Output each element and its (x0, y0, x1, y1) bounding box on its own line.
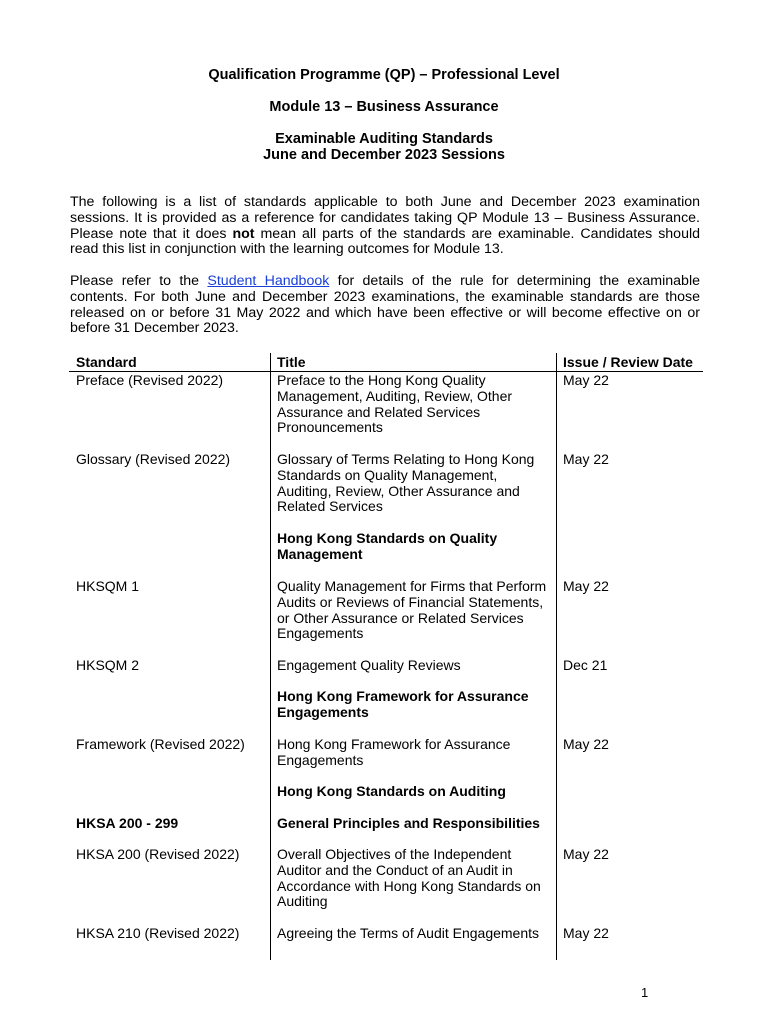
row-title: Hong Kong Framework for Assurance Engagements (277, 736, 511, 768)
row-standard: HKSA 210 (Revised 2022) (76, 925, 240, 941)
rule-text-a: Please refer to the (70, 273, 208, 289)
header-standard: Standard (76, 354, 137, 370)
intro-text-bold: not (232, 225, 255, 242)
row-date: May 22 (563, 925, 609, 941)
section-heading: Hong Kong Framework for Assurance Engagements (277, 688, 529, 720)
title-sessions: June and December 2023 Sessions (263, 147, 505, 163)
row-title: Overall Objectives of the Independent Auditor and the Conduct of an Audit in Accordance with Hong Kong Standards on Auditing (277, 846, 541, 910)
rule-text-b: for details of the rule for determining the examinable contents. For both June and December 2023 examinations, the examinable standards are those released on or before 31 May 2022 and which have been effective or will become effective on or before 31 December 2023. (70, 273, 700, 337)
row-date: May 22 (563, 736, 609, 752)
row-title: Glossary of Terms Relating to Hong Kong Standards on Quality Management, Auditing, Review, Other Assurance and Related Services (277, 451, 535, 515)
header-title: Title (277, 354, 306, 370)
group-heading-title: General Principles and Responsibilities (277, 815, 540, 831)
header-date: Issue / Review Date (563, 354, 693, 370)
document-title-sessions (0, 131, 768, 163)
intro-text-a: The following is a list of standards applicable to both June and December 2023 examination sessions. It is provided as a reference for candidates taking QP Module 13 – Business Assurance. Please note that it does (70, 194, 700, 242)
document-title-qp: Qualification Programme (QP) – Professional Level (208, 67, 560, 83)
row-title: Agreeing the Terms of Audit Engagements (277, 925, 540, 941)
row-standard: Glossary (Revised 2022) (76, 451, 231, 467)
row-standard: Framework (Revised 2022) (76, 736, 245, 752)
row-date: May 22 (563, 846, 609, 862)
row-title: Quality Management for Firms that Perform Audits or Reviews of Financial Statements, or Other Assurance or Related Services Engagements (277, 578, 547, 642)
column-divider (556, 353, 557, 960)
row-standard: Preface (Revised 2022) (76, 372, 224, 388)
document-title-module: Module 13 – Business Assurance (269, 99, 499, 115)
column-divider (270, 353, 271, 960)
row-date: May 22 (563, 451, 609, 467)
section-heading: Hong Kong Standards on Quality Management (277, 530, 498, 562)
row-title: Preface to the Hong Kong Quality Management, Auditing, Review, Other Assurance and Related Services Pronouncements (277, 372, 513, 436)
row-date: Dec 21 (563, 657, 608, 673)
intro-paragraph (70, 195, 700, 258)
group-heading-standard: HKSA 200 - 299 (76, 815, 179, 831)
row-title: Engagement Quality Reviews (277, 657, 461, 673)
section-heading: Hong Kong Standards on Auditing (277, 783, 506, 799)
row-standard: HKSA 200 (Revised 2022) (76, 846, 240, 862)
student-handbook-link[interactable]: Student Handbook (207, 273, 330, 289)
row-standard: HKSQM 1 (76, 578, 140, 594)
row-date: May 22 (563, 372, 609, 388)
row-standard: HKSQM 2 (76, 657, 140, 673)
page-number: 1 (641, 985, 649, 1000)
row-date: May 22 (563, 578, 609, 594)
intro-text-b: mean all parts of the standards are examinable. Candidates should read this list in conjunction with the learning outcomes for Module 13. (70, 225, 700, 258)
standards-table (69, 353, 703, 960)
rule-paragraph (70, 274, 700, 337)
title-examinable-standards: Examinable Auditing Standards (275, 131, 493, 147)
